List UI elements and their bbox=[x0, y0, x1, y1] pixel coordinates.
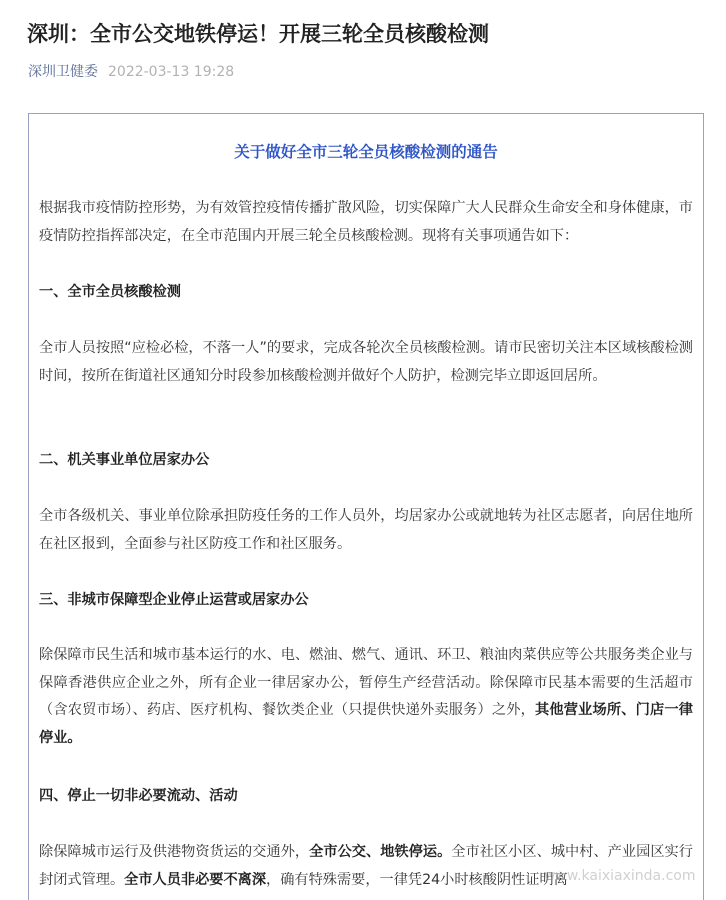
article-meta bbox=[28, 62, 234, 82]
section-body-4-bold-1: 全市公交、地铁停运。 bbox=[309, 844, 452, 860]
notice-title: 关于做好全市三轮全员核酸检测的通告 bbox=[234, 143, 498, 161]
section-body-4-text-2: 全市社区小区、城中村、产业园区实行封闭式管理。 bbox=[39, 844, 693, 888]
section-body-3-bold: 其他营业场所、门店一律停业。 bbox=[39, 702, 693, 746]
notice-box bbox=[28, 113, 704, 900]
publish-time: 2022-03-13 19:28 bbox=[108, 64, 235, 80]
source-account-link[interactable]: 深圳卫健委 bbox=[28, 64, 98, 80]
section-body-4-bold-2: 全市人员非必要不离深 bbox=[124, 871, 267, 888]
section-heading-2: 二、机关事业单位居家办公 bbox=[39, 452, 210, 468]
section-body-3-text: 除保障市民生活和城市基本运行的水、电、燃油、燃气、通讯、环卫、粮油肉菜供应等公共服务类企业与保障香港供应企业之外，所有企业一律居家办公，暂停生产经营活动。除保障市民基本需要的生活超市（含农贸市场）、药店、医疗机构、餐饮类企业（只提供快递外卖服务）之外， bbox=[39, 647, 693, 718]
section-body-4-text-3: ，确有特殊需要，一律凭24小时核酸阴性证明离 bbox=[266, 871, 568, 888]
section-heading-1: 一、全市全员核酸检测 bbox=[39, 284, 181, 300]
section-body-2: 全市各级机关、事业单位除承担防疫任务的工作人员外，均居家办公或就地转为社区志愿者，向居住地所在社区报到，全面参与社区防疫工作和社区服务。 bbox=[39, 508, 693, 552]
section-heading-4: 四、停止一切非必要流动、活动 bbox=[39, 788, 238, 804]
section-body-3 bbox=[39, 642, 693, 752]
notice-intro: 根据我市疫情防控形势，为有效管控疫情传播扩散风险，切实保障广大人民群众生命安全和身体健康，市疫情防控指挥部决定，在全市范围内开展三轮全员核酸检测。现将有关事项通告如下： bbox=[39, 200, 693, 244]
site-watermark: www.kaixiaxinda.com bbox=[544, 868, 696, 884]
section-body-1: 全市人员按照“应检必检，不落一人”的要求，完成各轮次全员核酸检测。请市民密切关注本区域核酸检测时间，按所在街道社区通知分时段参加核酸检测并做好个人防护，检测完毕立即返回居所。 bbox=[39, 340, 693, 384]
section-body-4-text-1: 除保障城市运行及供港物资货运的交通外， bbox=[39, 844, 310, 860]
section-heading-3: 三、非城市保障型企业停止运营或居家办公 bbox=[39, 592, 309, 608]
article-title: 深圳：全市公交地铁停运！开展三轮全员核酸检测 bbox=[27, 22, 489, 46]
